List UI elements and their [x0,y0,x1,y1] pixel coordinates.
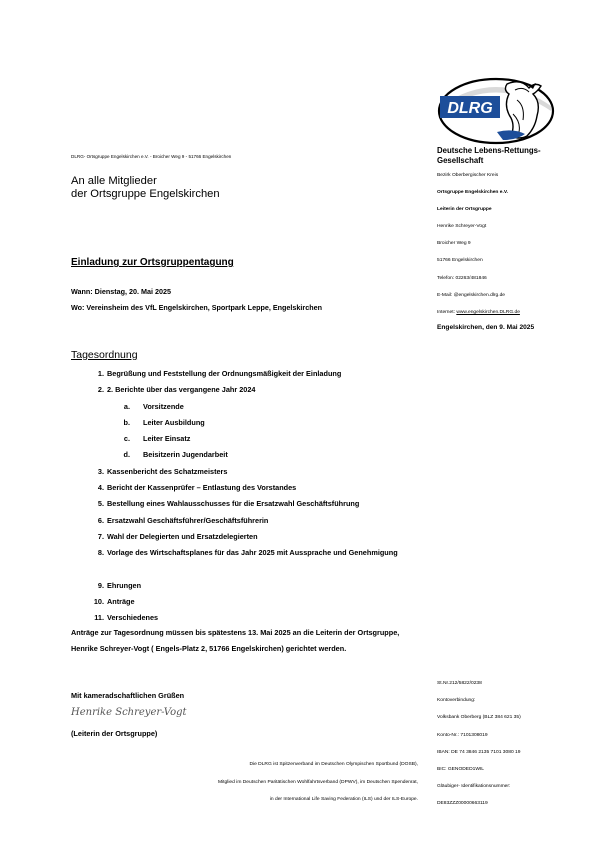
agenda-subitem [71,415,411,431]
agenda-subitem [71,447,411,463]
agenda-item-text: Anträge [107,597,135,607]
agenda-item-text: Vorlage des Wirtschaftsplanes für das Jahr 2025 mit Aussprache und Genehmigung [107,548,398,558]
internet-label: Internet: [437,309,457,315]
agenda-subitem-letter: d. [123,450,130,460]
agenda-item-number: 1. [97,369,104,378]
agenda-item-text: Bestellung eines Wahlausschusses für die Ersatzwahl Geschäftsführung [107,499,360,509]
meeting-where: Wo: Vereinsheim des VfL Engelskirchen, Sportpark Leppe, Engelskirchen [71,303,322,312]
agenda-item-number: 8. [97,548,104,558]
sender-address-line: DLRG- Ortsgruppe Engelskirchen e.V. - Broicher Weg 9 - 51766 Engelskirchen [71,154,232,159]
local-group: Ortsgruppe Engelskirchen e.V. [437,190,509,196]
head-name: Henrike Schreyer-Vogt [437,224,487,230]
agenda-item [71,529,411,545]
agenda-subitem-text: Leiter Ausbildung [143,417,205,427]
internet [437,304,520,321]
agenda-item-number: 9. [97,580,104,590]
creditor-label: Gläubiger- Identifikationsnummer: [437,784,511,790]
email: E-Mail: @engelskirchen.dlrg.de [437,292,506,298]
agenda-item [71,366,411,382]
letter-date: Engelskirchen, den 9. Mai 2025 [437,324,535,331]
account-label: Kontoverbindung: [437,698,476,704]
agenda-item-number: 4. [97,483,104,493]
agenda-item-text: 2. Berichte über das vergangene Jahr 2024 [107,385,256,395]
agenda-subitem-text: Beisitzerin Jugendarbeit [143,450,228,460]
footer-note [140,756,418,809]
organisation-name [437,146,541,165]
agenda-item-text: Verschiedenes [107,613,159,623]
footer-line: Mitglied im Deutschen Paritätischen Wohlfahrtsverband (DPWV), im Deutschen Spendenrat, [218,779,418,785]
agenda-item-text: Bericht der Kassenprüfer – Entlastung des Vorstandes [107,483,297,493]
agenda-item-number: 10. [93,597,104,607]
eagle-logo-icon [437,76,556,145]
organisation-name-line-1: Deutsche Lebens-Rettungs- [437,146,541,155]
footer-line: Die DLRG ist Spitzenverband im Deutschen Olympischen Sportbund (DOSB), [249,762,418,767]
creditor-id: DE83ZZZ00000663119 [437,801,488,807]
agenda-item [71,480,411,496]
agenda-item-number: 6. [97,515,104,525]
agenda-item-number: 5. [97,499,104,509]
agenda-item-text: Kassenbericht des Schatzmeisters [107,466,228,476]
bank-name: Volksbank Oberberg (BLZ 384 621 35) [437,715,521,721]
agenda-heading: Tagesordnung [71,349,138,361]
city: 51766 Engelskirchen [437,258,483,264]
tax-number: St.Nr.212/5822/0238 [437,681,482,686]
agenda-subitem [71,431,411,447]
agenda-item [71,578,411,594]
agenda-item [71,513,411,529]
agenda-subitem-text: Vorsitzende [143,401,184,411]
organisation-contact [437,167,520,321]
agenda-item [71,496,411,512]
agenda-item [71,464,411,480]
iban: IBAN: DE 74 3846 2135 7101 3080 19 [437,749,521,755]
recipient-line-2: der Ortsgruppe Engelskirchen [71,188,220,200]
head-title: Leiterin der Ortsgruppe [437,207,492,213]
agenda-subitem-letter: c. [123,434,130,444]
logo-text: DLRG [447,100,493,117]
agenda-item-number: 7. [97,531,104,541]
agenda-item-number: 2. [97,385,104,395]
closing-paragraph: Anträge zur Tagesordnung müssen bis spätestens 13. Mai 2025 an die Leiterin der Ortsgruppe, Henrike Schreyer-Vogt ( Engels-Platz 2, 51766 Engelskirchen) gerichtet werden. [71,628,400,654]
agenda-item [71,594,411,610]
district: Bezirk Oberbergischer Kreis [437,173,499,178]
agenda-item-text: Begrüßung und Feststellung der Ordnungsmäßigkeit der Einladung [107,369,342,378]
agenda-item-text: Wahl der Delegierten und Ersatzdelegierten [107,531,258,541]
bank-details [437,675,521,813]
agenda-item-number: 3. [97,466,104,476]
agenda-subitem-text: Leiter Einsatz [143,434,191,444]
agenda-item-text: Ersatzwahl Geschäftsführer/Geschäftsführerin [107,515,269,525]
agenda-item [71,382,411,398]
agenda-item [71,545,411,578]
organisation-name-line-2: Gesellschaft [437,155,484,165]
agenda-subitem-letter: a. [123,401,130,411]
agenda-subitem-letter: b. [123,417,130,427]
recipient-line-1: An alle Mitglieder [71,175,157,187]
dlrg-logo [437,76,556,145]
website-link[interactable]: www.engelskirchen.DLRG.de [456,309,520,315]
letter-title: Einladung zur Ortsgruppentagung [71,257,234,268]
agenda-item-number: 11. [94,613,104,623]
bic: BIC: GENODED1WIL [437,767,485,773]
greeting: Mit kameradschaftlichen Grüßen [71,691,185,700]
signer-role: (Leiterin der Ortsgruppe) [71,729,158,738]
handwritten-signature: Henrike Schreyer-Vogt [71,707,187,718]
agenda-list [71,366,411,627]
street: Broicher Weg 9 [437,241,471,247]
footer-line: in der International Life Saving Federation (ILS) und der ILS-Europe. [269,797,418,802]
phone: Telefon: 02263/481846 [437,275,487,281]
account-number: Konto-Nr.: 7101308019 [437,732,488,738]
agenda-subitem [71,399,411,415]
agenda-item-text: Ehrungen [107,580,142,590]
meeting-when: Wann: Dienstag, 20. Mai 2025 [71,287,171,296]
recipient-block [71,175,220,201]
